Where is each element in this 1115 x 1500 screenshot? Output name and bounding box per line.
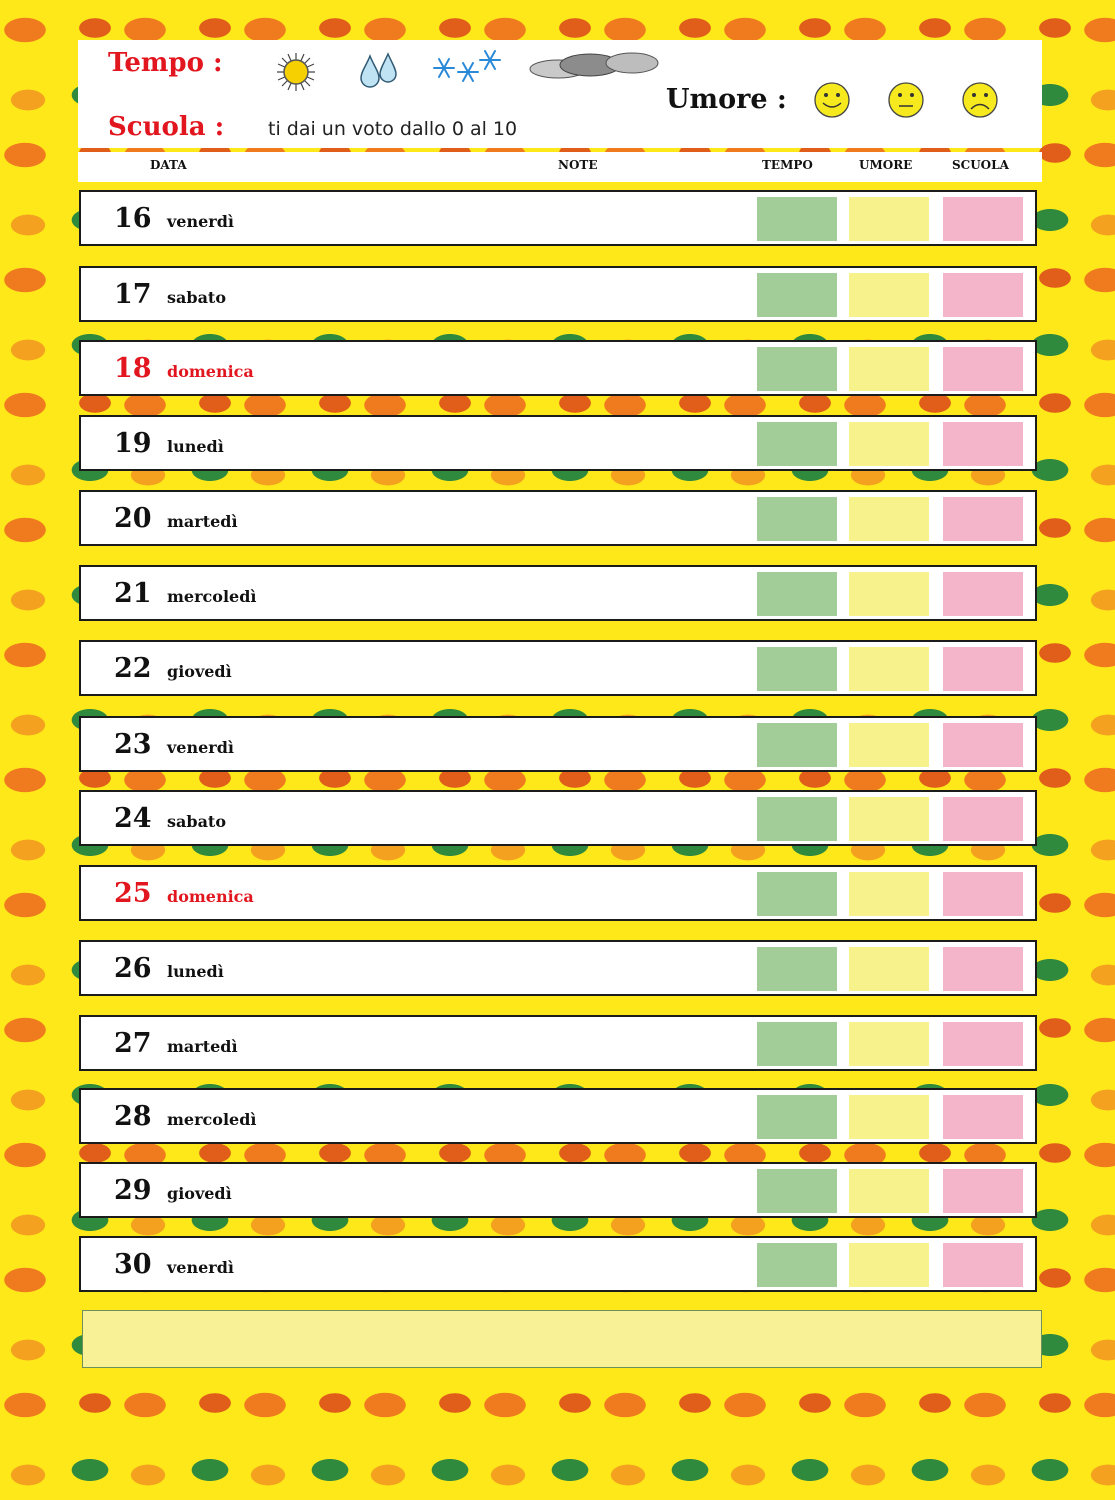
day-number: 27 <box>114 1028 152 1059</box>
header-panel <box>78 40 1042 148</box>
umore-box[interactable] <box>849 872 929 916</box>
cloud-icon <box>528 50 660 80</box>
day-number: 30 <box>114 1249 152 1280</box>
day-row <box>79 716 1037 772</box>
column-header-scuola: SCUOLA <box>952 158 1009 172</box>
day-name: venerdì <box>167 212 234 231</box>
day-name: mercoledì <box>167 587 257 606</box>
day-name: lunedì <box>167 437 224 456</box>
day-number: 23 <box>114 729 152 760</box>
day-name: venerdì <box>167 1258 234 1277</box>
sad-face-icon <box>960 80 1000 120</box>
day-row <box>79 415 1037 471</box>
rain-drops-icon <box>356 52 400 88</box>
day-number: 18 <box>114 353 152 384</box>
umore-box[interactable] <box>849 647 929 691</box>
day-number: 29 <box>114 1175 152 1206</box>
scuola-box[interactable] <box>943 647 1023 691</box>
day-row <box>79 490 1037 546</box>
day-row <box>79 640 1037 696</box>
umore-box[interactable] <box>849 197 929 241</box>
tempo-box[interactable] <box>757 347 837 391</box>
tempo-box[interactable] <box>757 422 837 466</box>
day-row <box>79 565 1037 621</box>
day-number: 20 <box>114 503 152 534</box>
day-row <box>79 1236 1037 1292</box>
day-name: giovedì <box>167 1184 232 1203</box>
day-name: sabato <box>167 812 226 831</box>
scuola-box[interactable] <box>943 1022 1023 1066</box>
tempo-box[interactable] <box>757 872 837 916</box>
day-row <box>79 1162 1037 1218</box>
happy-face-icon <box>812 80 852 120</box>
sun-icon <box>276 52 316 92</box>
day-number: 21 <box>114 578 152 609</box>
tempo-box[interactable] <box>757 797 837 841</box>
umore-box[interactable] <box>849 797 929 841</box>
day-number: 25 <box>114 878 152 909</box>
tempo-box[interactable] <box>757 572 837 616</box>
column-header-umore: UMORE <box>859 158 913 172</box>
column-header-tempo: TEMPO <box>762 158 813 172</box>
day-name: martedì <box>167 1037 238 1056</box>
tempo-box[interactable] <box>757 197 837 241</box>
day-row <box>79 266 1037 322</box>
day-name: sabato <box>167 288 226 307</box>
day-row <box>79 790 1037 846</box>
day-row <box>79 1015 1037 1071</box>
day-number: 26 <box>114 953 152 984</box>
scuola-box[interactable] <box>943 797 1023 841</box>
umore-box[interactable] <box>849 572 929 616</box>
umore-box[interactable] <box>849 422 929 466</box>
day-row <box>79 940 1037 996</box>
scuola-box[interactable] <box>943 497 1023 541</box>
scuola-box[interactable] <box>943 347 1023 391</box>
scuola-box[interactable] <box>943 572 1023 616</box>
day-number: 19 <box>114 428 152 459</box>
scuola-description: ti dai un voto dallo 0 al 10 <box>268 118 518 140</box>
scuola-box[interactable] <box>943 1169 1023 1213</box>
tempo-box[interactable] <box>757 497 837 541</box>
tempo-box[interactable] <box>757 1095 837 1139</box>
scuola-box[interactable] <box>943 947 1023 991</box>
scuola-box[interactable] <box>943 197 1023 241</box>
scuola-box[interactable] <box>943 723 1023 767</box>
tempo-box[interactable] <box>757 647 837 691</box>
day-name: venerdì <box>167 738 234 757</box>
umore-box[interactable] <box>849 497 929 541</box>
day-number: 16 <box>114 203 152 234</box>
day-number: 17 <box>114 279 152 310</box>
tempo-box[interactable] <box>757 1022 837 1066</box>
tempo-box[interactable] <box>757 1169 837 1213</box>
day-name: mercoledì <box>167 1110 257 1129</box>
day-name: martedì <box>167 512 238 531</box>
scuola-box[interactable] <box>943 872 1023 916</box>
day-name: domenica <box>167 362 254 381</box>
day-number: 22 <box>114 653 152 684</box>
day-name: giovedì <box>167 662 232 681</box>
day-row <box>79 865 1037 921</box>
day-number: 28 <box>114 1101 152 1132</box>
scuola-box[interactable] <box>943 422 1023 466</box>
day-row <box>79 340 1037 396</box>
day-row <box>79 1088 1037 1144</box>
umore-box[interactable] <box>849 723 929 767</box>
umore-box[interactable] <box>849 947 929 991</box>
tempo-box[interactable] <box>757 1243 837 1287</box>
column-headers <box>78 152 1042 182</box>
day-number: 24 <box>114 803 152 834</box>
umore-box[interactable] <box>849 347 929 391</box>
day-name: lunedì <box>167 962 224 981</box>
notes-box[interactable] <box>82 1310 1042 1368</box>
scuola-box[interactable] <box>943 1095 1023 1139</box>
snowflakes-icon <box>430 46 506 86</box>
scuola-box[interactable] <box>943 1243 1023 1287</box>
tempo-box[interactable] <box>757 273 837 317</box>
day-row <box>79 190 1037 246</box>
column-header-data: DATA <box>150 158 187 172</box>
scuola-label: Scuola : <box>108 112 225 142</box>
umore-box[interactable] <box>849 1095 929 1139</box>
umore-box[interactable] <box>849 273 929 317</box>
umore-box[interactable] <box>849 1243 929 1287</box>
umore-box[interactable] <box>849 1169 929 1213</box>
column-header-note: NOTE <box>558 158 598 172</box>
tempo-label: Tempo : <box>108 48 223 78</box>
tempo-box[interactable] <box>757 723 837 767</box>
neutral-face-icon <box>886 80 926 120</box>
umore-box[interactable] <box>849 1022 929 1066</box>
umore-label: Umore : <box>666 84 787 115</box>
day-name: domenica <box>167 887 254 906</box>
tempo-box[interactable] <box>757 947 837 991</box>
scuola-box[interactable] <box>943 273 1023 317</box>
